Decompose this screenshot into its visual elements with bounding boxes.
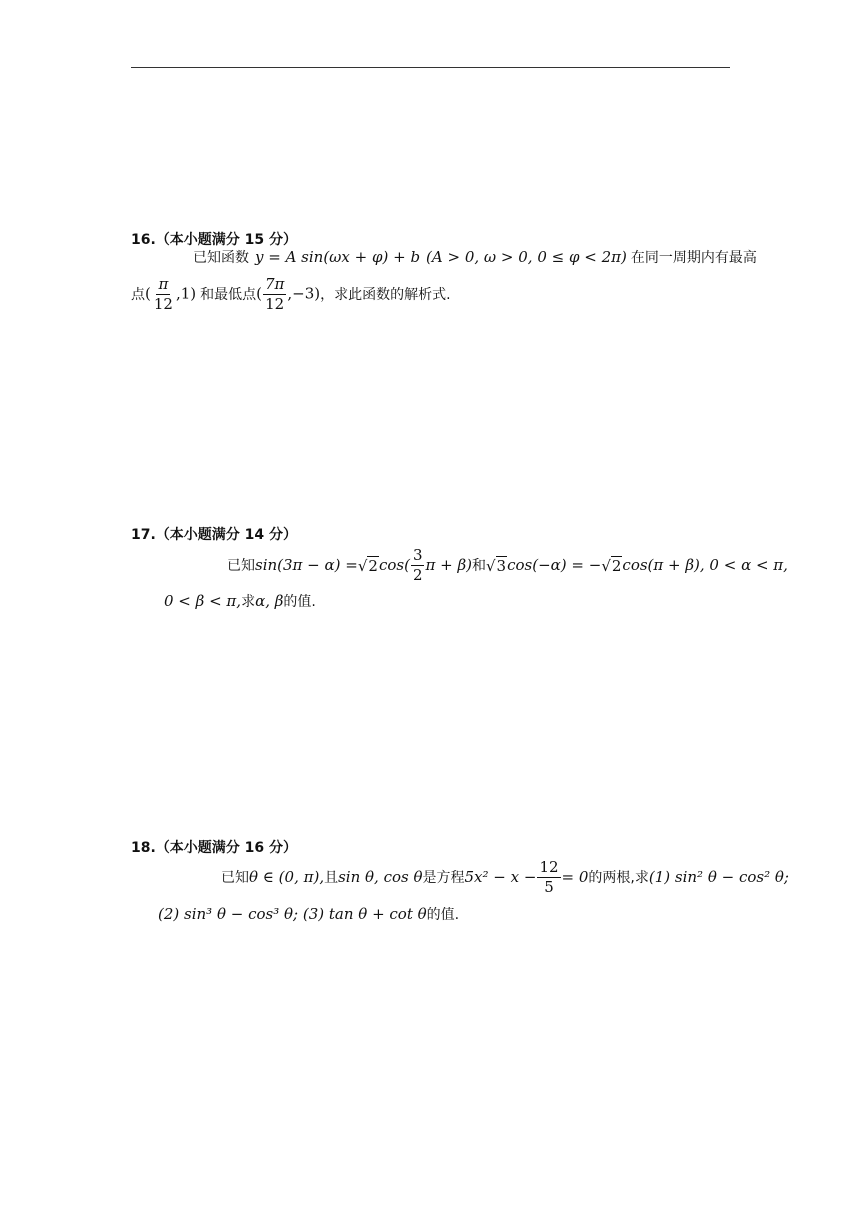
q17-text: 的值. [283, 594, 316, 610]
q16-text: ，求此函数的解析式. [320, 287, 451, 303]
q18-fraction: $\frac{12}{5}$ [539, 857, 559, 896]
q18-line-1 [221, 855, 789, 899]
q16-parameter-conditions: (A > 0, ω > 0, 0 ≤ φ < 2π) [426, 248, 627, 266]
q18-text: 且 [324, 870, 339, 886]
q17-sqrt-2: √ 2 [357, 556, 378, 575]
q18-text: 的两根,求 [588, 870, 649, 886]
q18-text: 的值. [426, 907, 460, 923]
q17-fraction: $\frac{3}{2}$ [412, 545, 423, 584]
q17-text: 和 [471, 558, 486, 574]
q18-line-2 [158, 903, 459, 925]
header-rule [131, 67, 730, 68]
q16-heading: 16.（本小题满分 15 分） [131, 232, 298, 248]
q17-sqrt-3: √ 3 [485, 556, 507, 575]
q18-domain: θ ∈ (0, π), [249, 868, 325, 886]
q18-text: 是方程 [422, 870, 465, 886]
q17-sqrt-2b: √ 2 [601, 556, 622, 575]
q16-text: 和最低点 [200, 287, 257, 303]
q17-expression: cos(−α) = − [507, 556, 602, 574]
q17-expression: sin(3π − α) = [255, 556, 358, 574]
q18-roots: sin θ, cos θ [338, 868, 423, 886]
q16-text: 在同一周期内有最高 [630, 250, 757, 266]
q17-text: 已知 [227, 558, 255, 574]
q18-parts-2-3: (2) sin³ θ − cos³ θ; (3) tan θ + cot θ [158, 905, 427, 923]
q17-expression: cos( [378, 556, 410, 574]
q18-equation: = 0 [561, 868, 589, 886]
q16-max-point: ( $\frac{\pi}{12}$ ,1) [145, 274, 197, 313]
q16-line-1 [193, 246, 757, 268]
q17-expression: cos(π + β), 0 < α < π, [622, 556, 788, 574]
q17-unknowns: α, β [255, 592, 284, 610]
q16-line-2 [131, 272, 451, 316]
q16-max-fraction: $\frac{\pi}{12}$ [153, 274, 173, 313]
q17-expression: π + β) [425, 556, 472, 574]
q17-line-1 [227, 543, 788, 587]
q18-heading: 18.（本小题满分 16 分） [131, 840, 298, 856]
q18-text: 已知 [221, 870, 249, 886]
q18-part-1: (1) sin² θ − cos² θ; [648, 868, 789, 886]
q18-equation: 5x² − x − [464, 868, 537, 886]
q17-condition: 0 < β < π, [164, 592, 242, 610]
q16-min-fraction: $\frac{7\pi}{12}$ [264, 274, 285, 313]
q17-line-2 [164, 590, 316, 612]
q16-text: 已知函数 [193, 250, 249, 266]
q16-min-point: ( $\frac{7\pi}{12}$ ,−3) [256, 274, 321, 313]
q17-heading: 17.（本小题满分 14 分） [131, 527, 298, 543]
q16-function-formula: y = A sin(ωx + φ) + b [255, 248, 421, 266]
q17-text: 求 [241, 594, 256, 610]
q16-text: 点 [131, 287, 145, 303]
